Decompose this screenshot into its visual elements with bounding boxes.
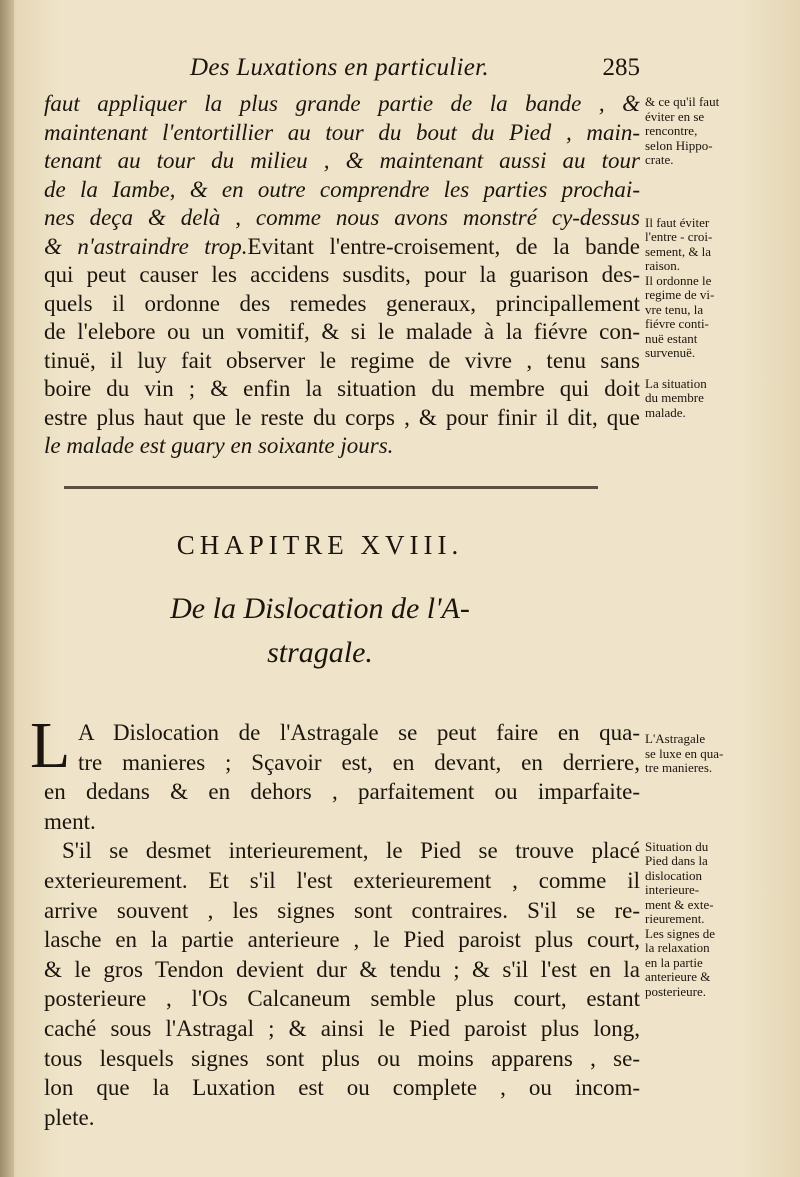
margin-note-line: Pied dans la bbox=[645, 853, 708, 868]
text-line: maintenant l'entortillier au tour du bout du Pied , main- bbox=[44, 119, 640, 145]
margin-note-line: ment & exte- bbox=[645, 896, 714, 912]
text-line: tous lesquels signes sont plus ou moins apparens , se- bbox=[44, 1045, 640, 1071]
margin-note-line: Il faut éviter bbox=[645, 214, 710, 230]
paragraph-continued bbox=[44, 90, 640, 461]
text-line: lasche en la partie anterieure , le Pied paroist plus court, bbox=[44, 927, 640, 953]
text-line: arrive souvent , les signes sont contraires. S'il se re- bbox=[44, 897, 640, 923]
text-line: posterieure , l'Os Calcaneum semble plus court, estant bbox=[44, 986, 640, 1012]
page-binding-shadow bbox=[0, 0, 14, 1177]
margin-note-line: La situation bbox=[645, 375, 707, 391]
chapter-title bbox=[60, 587, 580, 675]
margin-note-line: raison. bbox=[645, 258, 681, 273]
page-header bbox=[190, 54, 640, 94]
margin-note-line: posterieure. bbox=[645, 983, 707, 999]
chapter-title-line: stragale. bbox=[267, 636, 373, 669]
margin-note-line: du membre bbox=[645, 390, 704, 405]
margin-note-line: rencontre, bbox=[645, 123, 698, 138]
text-line: qui peut causer les accidens susdits, pour la guarison des- bbox=[44, 262, 640, 287]
margin-note-line: la relaxation bbox=[645, 940, 710, 955]
text-line: nes deça & delà , comme nous avons monstré cy-dessus bbox=[44, 205, 640, 230]
margin-notes-bottom bbox=[645, 718, 765, 999]
page-number: 285 bbox=[602, 54, 640, 81]
margin-note-line: selon Hippo- bbox=[645, 137, 713, 153]
margin-note-line: fiévre conti- bbox=[645, 316, 709, 331]
margin-note-line: malade. bbox=[645, 404, 686, 420]
chapter-body bbox=[44, 718, 640, 1132]
margin-note-line: éviter en se bbox=[645, 108, 705, 124]
margin-note-line: regime de vi- bbox=[645, 287, 715, 302]
roman-segment: Evitant l'entre-croisement, de la bande bbox=[247, 233, 640, 259]
margin-note-line: L'Astragale bbox=[645, 731, 706, 746]
text-line: & le gros Tendon devient dur & tendu ; & s'il l'est en la bbox=[44, 956, 640, 982]
text-line: le malade est guary en soixante jours. bbox=[44, 433, 394, 458]
text-line: S'il se desmet interieurement, le Pied se trouve placé bbox=[62, 838, 640, 864]
text-line: estre plus haut que le reste du corps , & pour finir il dit, que bbox=[44, 404, 640, 430]
text-line: plete. bbox=[44, 1104, 95, 1130]
text-line: tinuë, il luy fait observer le regime de vivre , tenu sans bbox=[44, 347, 640, 373]
margin-note-line: Situation du bbox=[645, 838, 709, 854]
text-line: ment. bbox=[44, 808, 96, 834]
text-line: faut appliquer la plus grande partie de la bande , & bbox=[44, 91, 640, 116]
text-line-mixed bbox=[44, 233, 640, 262]
italic-segment: & n'astraindre trop. bbox=[44, 233, 248, 259]
running-title: Des Luxations en particulier. bbox=[190, 54, 489, 81]
text-line: de la Iambe, & en outre comprendre les parties prochai- bbox=[44, 176, 640, 202]
text-line: boire du vin ; & enfin la situation du membre qui doit bbox=[44, 376, 640, 401]
chapter-title-line: De la Dislocation de l'A- bbox=[170, 592, 470, 625]
margin-note-line: & ce qu'il faut bbox=[645, 94, 720, 109]
margin-notes-top bbox=[645, 95, 765, 420]
text-line: tenant au tour du milieu , & maintenant aussi au tour bbox=[44, 148, 640, 173]
margin-note-line: se luxe en qua- bbox=[645, 745, 724, 761]
margin-note-line: l'entre - croi- bbox=[645, 229, 713, 244]
section-divider bbox=[64, 486, 598, 489]
text-line: quels il ordonne des remedes generaux, principallement bbox=[44, 290, 640, 316]
margin-note-line: dislocation bbox=[645, 867, 703, 883]
margin-note-line: tre manieres. bbox=[645, 760, 713, 775]
margin-note-line: nuë estant bbox=[645, 330, 698, 346]
margin-note-line: sement, & la bbox=[645, 243, 712, 259]
margin-note-line: en la partie bbox=[645, 954, 703, 970]
margin-note-line: Les signes de bbox=[645, 925, 716, 941]
margin-note-line: interieure- bbox=[645, 882, 700, 897]
margin-note-line: crate. bbox=[645, 152, 674, 167]
margin-note-line: survenuë. bbox=[645, 345, 696, 360]
text-line: tre manieres ; Sçavoir est, en devant, en derriere, bbox=[78, 749, 640, 775]
chapter-heading: CHAPITRE XVIII. bbox=[176, 530, 464, 560]
text-line: caché sous l'Astragal ; & ainsi le Pied paroist plus long, bbox=[44, 1015, 640, 1041]
text-line: A Dislocation de l'Astragale se peut faire en qua- bbox=[78, 720, 640, 745]
text-line: de l'elebore ou un vomitif, & si le malade à la fiévre con- bbox=[44, 319, 640, 344]
margin-note-line: Il ordonne le bbox=[645, 272, 712, 288]
margin-note-line: rieurement. bbox=[645, 911, 705, 926]
margin-note-line: vre tenu, la bbox=[645, 301, 704, 317]
text-line: lon que la Luxation est ou complete , ou incom- bbox=[44, 1075, 640, 1101]
text-line: exterieurement. Et s'il l'est exterieurement , comme il bbox=[44, 867, 640, 893]
text-line: en dedans & en dehors , parfaitement ou imparfaite- bbox=[44, 779, 640, 805]
drop-cap: L bbox=[30, 709, 71, 782]
margin-note-line: anterieure & bbox=[645, 969, 711, 984]
